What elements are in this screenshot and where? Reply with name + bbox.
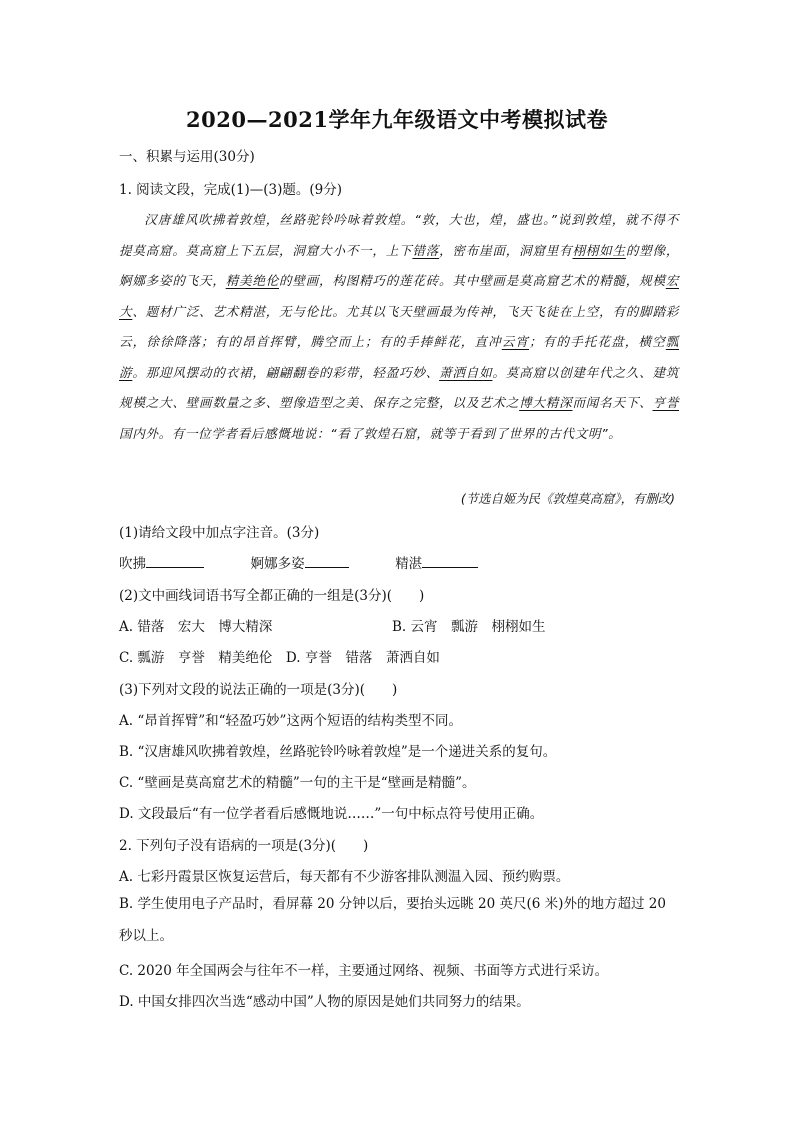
sub-question-2-stem: (2)文中画线词语书写全都正确的一组是(3分)( ) <box>119 588 425 604</box>
pinyin-item-label: 吹拂 <box>119 556 146 572</box>
option-a[interactable]: A. 错落 宏大 博大精深 <box>119 619 273 635</box>
option-d[interactable]: D. 文段最后“有一位学者看后感慨地说……”一句中标点符号使用正确。 <box>119 806 544 822</box>
underlined-word: 错落 <box>412 242 440 258</box>
underlined-word: 萧洒自如 <box>439 364 493 380</box>
question-2-stem: 2. 下列句子没有语病的一项是(3分)( ) <box>119 838 369 854</box>
passage-text: 的塑像，婀娜多姿的飞天， <box>119 242 680 288</box>
option-a[interactable]: A. “昂首挥臂”和“轻盈巧妙”这两个短语的结构类型不同。 <box>119 713 462 729</box>
passage-text: ，密布崖面，洞窟里有 <box>439 242 573 258</box>
underlined-word: 博大精深 <box>519 395 573 410</box>
option-c[interactable]: C. 2020 年全国两会与往年不一样，主要通过网络、视频、书面等方式进行采访。 <box>119 963 609 979</box>
passage-text: 、题材广泛、艺术精湛，无与伦比。尤其以飞天壁画最为传神，飞天飞徒在上空，有的脚踏彩云，徐徐降落；有的昂首挥臂，腾空而上；有的手捧鲜花，直冲 <box>119 303 679 349</box>
underlined-word: 宏大 <box>119 273 679 319</box>
passage-text: ；有的手托花盘，横空 <box>529 334 666 349</box>
option-b[interactable]: B. “汉唐雄风吹拂着敦煌，丝路驼铃吟咏着敦煌”是一个递进关系的复句。 <box>119 744 557 760</box>
page-title: 2020—2021学年九年级语文中考模拟试卷 <box>186 107 608 132</box>
reading-passage <box>119 205 679 449</box>
passage-text: 的壁画，构图精巧的莲花砖。其中壁画是莫高窟艺术的精髓，规模 <box>279 273 666 288</box>
passage-text: 国内外。有一位学者看后感慨地说：“看了敦煌石窟，就等于看到了世界的古代文明”。 <box>119 425 622 441</box>
pinyin-item-label: 精湛 <box>395 556 423 572</box>
answer-blank[interactable] <box>422 553 478 568</box>
underlined-word: 瓢游 <box>119 334 679 380</box>
sub-question-3-stem: (3)下列对文段的说法正确的一项是(3分)( ) <box>119 682 398 698</box>
passage-text: 。莫高窟以创建年代之久、建筑规模之大、壁画数量之多、塑像造型之美、保存之完整，以及艺术之 <box>119 364 679 410</box>
sub-question-1-stem: (1)请给文段中加点字注音。(3分) <box>119 525 320 541</box>
passage-source: (节选自姬为民《敦煌莫高窟》，有删改) <box>460 491 675 506</box>
passage-text: 。那迎风摆动的衣裙，翩翩翻卷的彩带，轻盈巧妙、 <box>132 364 440 380</box>
underlined-word: 栩栩如生 <box>572 242 626 258</box>
passage-text: 汉唐雄风吹拂着敦煌，丝路驼铃吟咏着敦煌。“敦，大也，煌，盛也。”说到敦煌，就不得不提莫高窟。莫高窟上下五层，洞窟大小不一，上下 <box>119 212 679 258</box>
underlined-word: 精美绝伦 <box>225 273 280 288</box>
option-c-d[interactable]: C. 瓢游 亨誉 精美绝伦 D. 亨誉 错落 萧洒自如 <box>119 650 440 666</box>
passage-text: 而闻名天下、 <box>572 395 653 410</box>
option-b[interactable]: B. 学生使用电子产品时，看屏幕 20 分钟以后，要抬头远眺 20 英尺(6 米)外的地方超过 20 秒以上。 <box>119 896 666 944</box>
section-heading: 一、积累与运用(30分) <box>119 149 255 165</box>
option-b[interactable]: B. 云宵 瓢游 栩栩如生 <box>392 619 546 635</box>
answer-blank[interactable] <box>305 553 349 568</box>
option-c[interactable]: C. “壁画是莫高窟艺术的精髓”一句的主干是“壁画是精髓”。 <box>119 775 476 791</box>
pinyin-item-label: 婀娜多姿 <box>250 556 305 572</box>
underlined-word: 亨誉 <box>652 395 680 410</box>
question-1-stem: 1. 阅读文段，完成(1)—(3)题。(9分) <box>119 182 343 198</box>
pinyin-blanks-row <box>119 552 478 572</box>
underlined-word: 云宵 <box>501 334 530 349</box>
answer-blank[interactable] <box>146 553 204 568</box>
option-a[interactable]: A. 七彩丹霞景区恢复运营后，每天都有不少游客排队测温入园、预约购票。 <box>119 869 570 885</box>
option-d[interactable]: D. 中国女排四次当选“感动中国”人物的原因是她们共同努力的结果。 <box>119 994 530 1010</box>
